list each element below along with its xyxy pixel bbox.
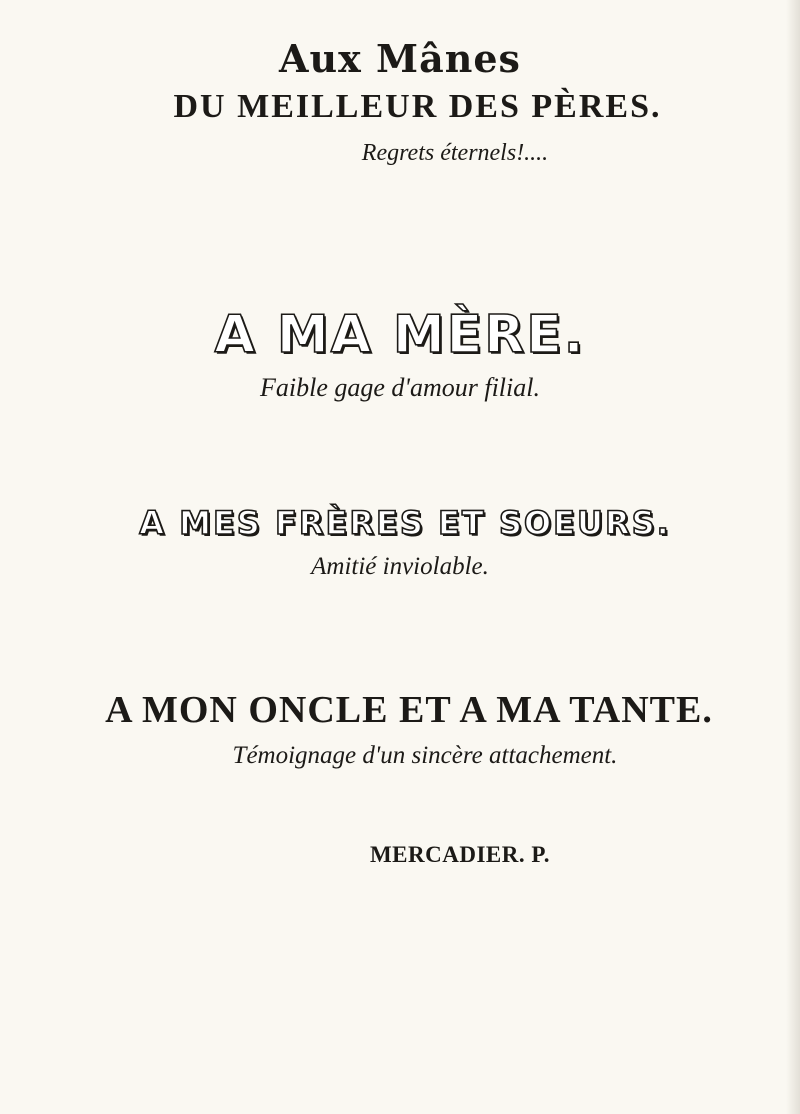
dedication-4-subtitle: Témoignage d'un sincère attachement. — [232, 742, 618, 769]
dedication-4-heading: A MON ONCLE ET A MA TANTE. — [105, 689, 713, 731]
dedication-1-subtitle: Regrets éternels!.... — [361, 140, 549, 166]
dedication-2-heading: A MA MÈRE. — [214, 305, 586, 365]
dedication-1-heading: DU MEILLEUR DES PÈRES. — [173, 88, 662, 125]
dedication-1-gothic-heading: Aux Mânes — [279, 36, 521, 81]
page-edge-shadow — [786, 0, 800, 1114]
dedication-2-subtitle: Faible gage d'amour filial. — [260, 373, 540, 402]
author-signature: MERCADIER. P. — [369, 842, 551, 867]
dedication-3-subtitle: Amitié inviolable. — [311, 553, 489, 580]
dedication-3-heading: A MES FRÈRES ET SOEURS. — [139, 504, 671, 542]
